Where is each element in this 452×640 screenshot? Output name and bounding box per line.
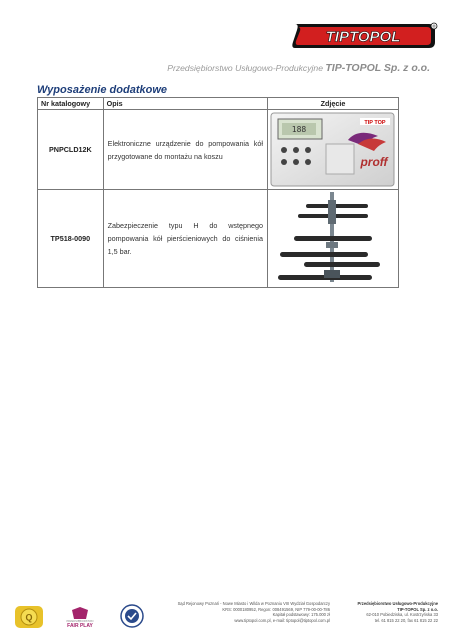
electronic-inflator-device-photo [267,110,398,190]
svg-text:Q: Q [25,612,33,623]
table-row [38,190,399,288]
quality-badge-icon [14,604,44,635]
table-row [38,110,399,190]
company-block-title: Przedsiębiorstwo Usługowo-Produkcyjne [357,601,438,606]
fair-play-badge-icon [58,606,102,629]
accessories-table [37,97,399,288]
fair-play-label: FAIR PLAY [67,623,93,629]
header-catalog-number: Nr katalogowy [38,98,104,110]
company-address-block [340,601,438,623]
catalog-code: TP518-0090 [38,190,104,288]
company-address: 62-010 Pobiedziska, ul. Kostrzyńska 33 [366,612,438,618]
svg-text:TIP TOP: TIP TOP [364,120,386,126]
registry-line: Sąd Rejonowy Poznań - Nowe Miasto i Wilda w Poznaniu VIII Wydział Gospodarczy [177,601,330,606]
company-name: TIP-TOPOL Sp. z o.o. [325,62,430,74]
registry-line: KRS: 0000180952, Regon: 008491569, NIP 779-00-00-786 [222,606,330,612]
header-description: Opis [103,98,267,110]
item-description: Elektroniczne urządzenie do pompowania kół przygotowane do montażu na koszu [103,110,267,190]
registry-line: Kapitał podstawowy: 175.000 zł [272,612,330,618]
svg-text:®: ® [432,23,436,29]
device-brand-text: proff [360,155,388,169]
company-prefix: Przedsiębiorstwo Usługowo-Produkcyjne [167,63,323,73]
section-title: Wyposażenie dodatkowe [37,84,167,96]
table-header-row [38,98,399,110]
company-block-name: TIP-TOPOL Sp. z o.o. [397,606,438,612]
catalog-code: PNPCLD12K [38,110,104,190]
company-phone: tel. 61 815 22 20, fax 61 815 22 22 [374,617,438,623]
company-logo [289,20,439,52]
certificate-badge-icon [120,604,144,633]
header-photo: Zdjęcie [267,98,398,110]
fair-play-top-label: PRZEDSIĘBIORSTWO [66,620,94,623]
company-header-line [167,62,430,74]
registry-info [150,601,330,623]
registry-line: www.tiptopol.com.pl, e-mail: tiptopol@tiptopol.com.pl [234,617,330,623]
item-description: Zabezpieczenie typu H do wstępnego pompowania kół pierścieniowych do ciśnienia 1,5 bar. [103,190,267,288]
h-type-protective-frame-photo [267,190,398,288]
logo-wordmark: TIPTOPOL [325,28,401,46]
svg-text:188: 188 [291,125,307,134]
